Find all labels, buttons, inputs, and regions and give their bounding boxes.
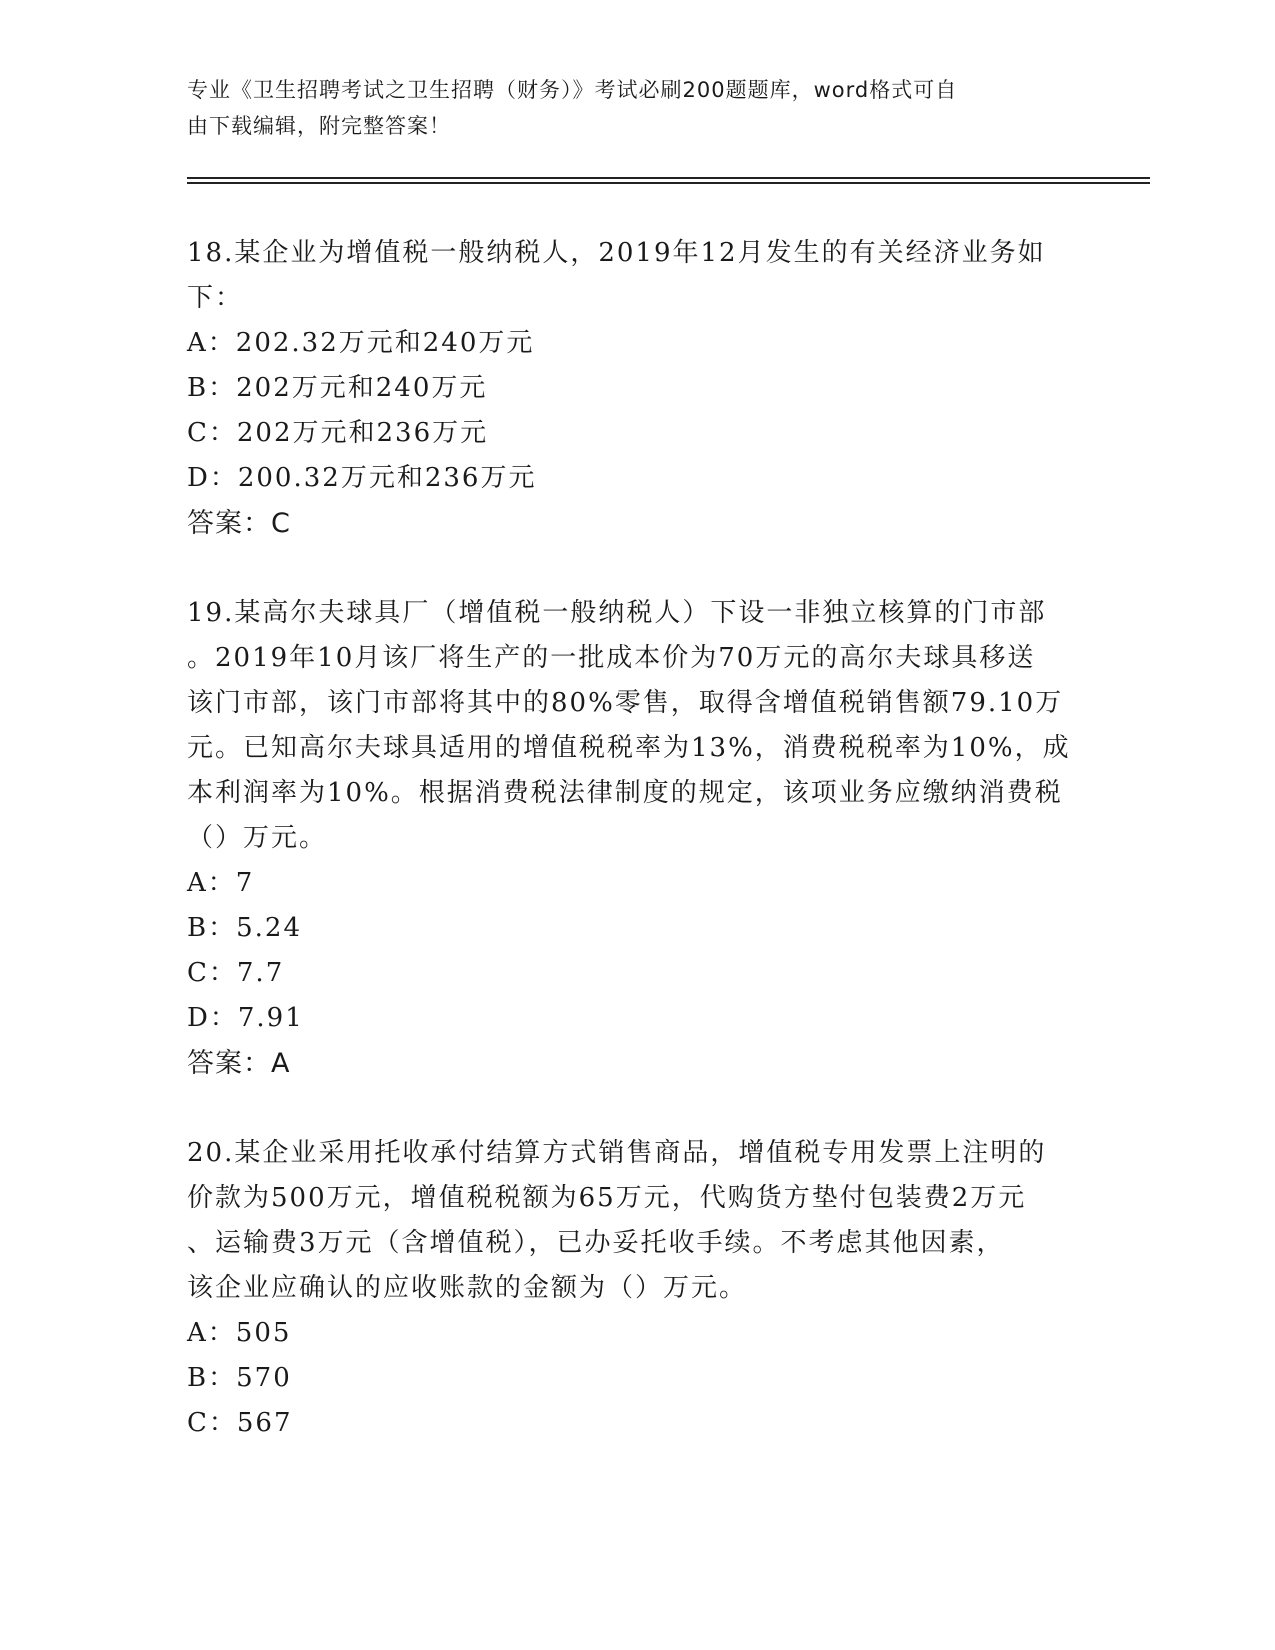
question-18	[187, 231, 1087, 546]
option-c: C：7.7	[187, 958, 285, 988]
document-header: 专业《卫生招聘考试之卫生招聘（财务）》考试必刷200题题库，word格式可自 由下载编辑，附完整答案！	[187, 78, 958, 138]
option-b: B：570	[187, 1363, 292, 1393]
header-divider-line	[187, 177, 1150, 179]
question-19	[187, 591, 1087, 1086]
option-c: C：567	[187, 1408, 293, 1438]
option-b: B：5.24	[187, 913, 302, 943]
header-divider-line-2	[187, 182, 1150, 184]
question-stem: 20.某企业采用托收承付结算方式销售商品，增值税专用发票上注明的 价款为500万元，增值税税额为65万元，代购货方垫付包装费2万元 、运输费3万元（含增值税），已办妥托收手续。不考虑其他因素， 该企业应确认的应收账款的金额为（）万元。	[187, 1138, 1047, 1303]
question-stem: 19.某高尔夫球具厂（增值税一般纳税人）下设一非独立核算的门市部 。2019年10月该厂将生产的一批成本价为70万元的高尔夫球具移送 该门市部，该门市部将其中的80%零售，取得含增值税销售额79.10万 元。已知高尔夫球具适用的增值税税率为13%，消费税税率为10%，成 本利润率为10%。根据消费税法律制度的规定，该项业务应缴纳消费税 （）万元。	[187, 598, 1071, 853]
option-d: D：200.32万元和236万元	[187, 463, 537, 493]
answer-label: 答案：C	[187, 508, 291, 539]
option-a: A：202.32万元和240万元	[187, 328, 535, 358]
option-a: A：7	[187, 868, 255, 898]
question-list	[187, 231, 1087, 1491]
question-stem: 18.某企业为增值税一般纳税人，2019年12月发生的有关经济业务如 下：	[187, 238, 1046, 313]
option-a: A：505	[187, 1318, 292, 1348]
option-d: D：7.91	[187, 1003, 304, 1033]
question-20	[187, 1131, 1087, 1446]
option-c: C：202万元和236万元	[187, 418, 489, 448]
answer-label: 答案：A	[187, 1048, 291, 1079]
option-b: B：202万元和240万元	[187, 373, 488, 403]
